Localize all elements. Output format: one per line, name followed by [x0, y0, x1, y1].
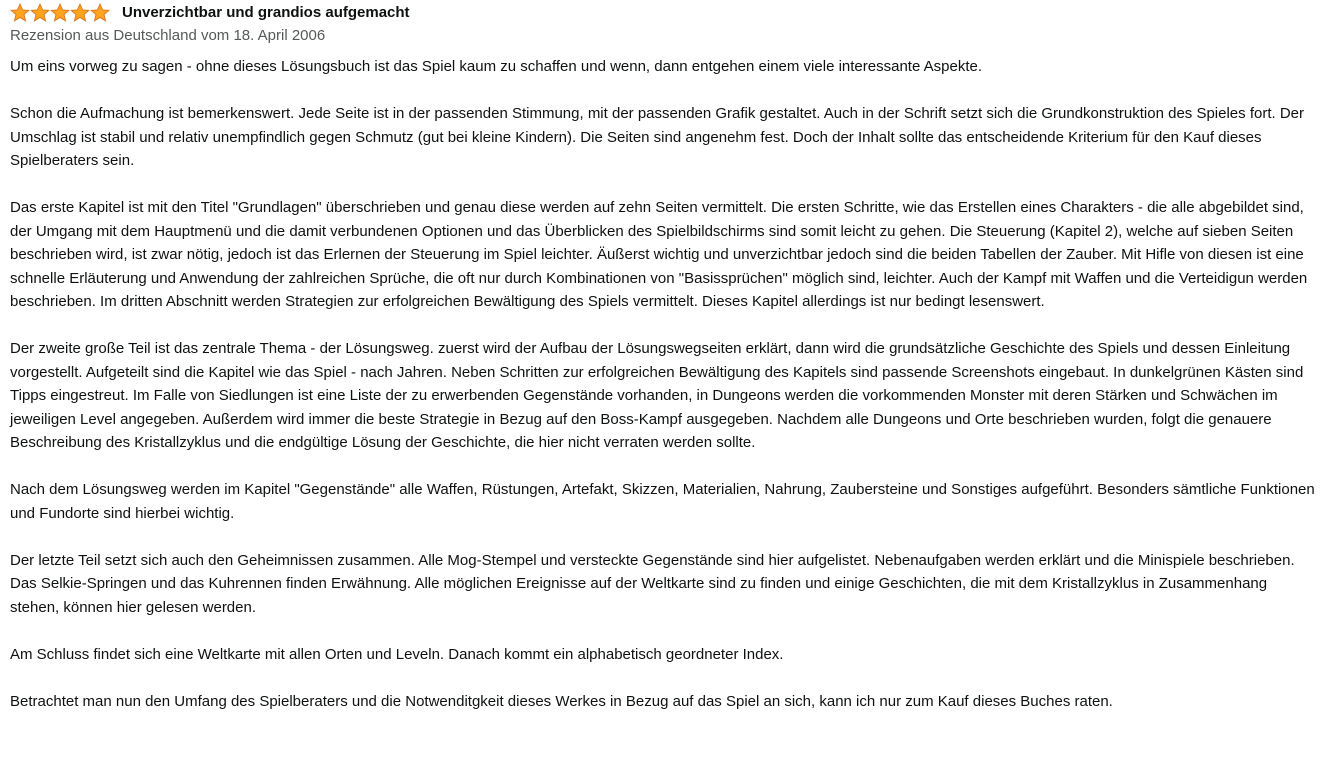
- review-paragraph: Schon die Aufmachung ist bemerkenswert. Jede Seite ist in der passenden Stimmung, mit der passenden Grafik gestaltet. Auch in der Schrift setzt sich die Grundkonstruktion des Spieles fort. Der Umschlag ist stabil und relativ unempfindlich gegen Schmutz (gut bei kleine Kindern). Die Seiten sind angenehm fest. Doch der Inhalt sollte das entscheidende Kriterium für den Kauf dieses Spielberaters sein.: [10, 105, 1304, 169]
- review-paragraph: Das erste Kapitel ist mit den Titel "Grundlagen" überschrieben und genau diese werden auf zehn Seiten vermittelt. Die ersten Schritte, wie das Erstellen eines Charakters - die alle abgebildet sind, der Umgang mit dem Hauptmenü und die damit verbundenen Optionen und das Überblicken des Spielbildschirms sind somit leicht zu gehen. Die Steuerung (Kapitel 2), welche auf sieben Seiten beschrieben wird, ist zwar nötig, jedoch ist das Erlernen der Steuerung im Spiel leichter. Äußerst wichtig und unverzichtbar jedoch sind die beiden Tabellen der Zauber. Mit Hifle von diesen ist eine schnelle Erläuterung und Anwendung der zahlreichen Sprüche, die oft nur durch Kombinationen von "Basissprüchen" möglich sind, leichter. Auch der Kampf mit Waffen und die Verteidigun werden beschrieben. Im dritten Abschnitt werden Strategien zur erfolgreichen Bewältigung des Spiels vermittelt. Dieses Kapitel allerdings ist nur bedingt lesenswert.: [10, 199, 1308, 310]
- review-title[interactable]: Unverzichtbar und grandios aufgemacht: [122, 4, 410, 21]
- star-icon: [10, 3, 30, 23]
- star-icon: [90, 3, 110, 23]
- review-paragraph: Nach dem Lösungsweg werden im Kapitel "Gegenstände" alle Waffen, Rüstungen, Artefakt, Skizzen, Materialien, Nahrung, Zaubersteine und Sonstiges aufgeführt. Besonders sämtliche Funktionen und Fundorte sind hierbei wichtig.: [10, 481, 1315, 522]
- review-paragraph: Um eins vorweg zu sagen - ohne dieses Lösungsbuch ist das Spiel kaum zu schaffen und wenn, dann entgehen einem viele interessante Aspekte.: [10, 58, 982, 75]
- review-paragraph: Betrachtet man nun den Umfang des Spielberaters und die Notwenditgkeit dieses Werkes in Bezug auf das Spiel an sich, kann ich nur zum Kauf dieses Buches raten.: [10, 692, 1113, 710]
- review-paragraph: Der zweite große Teil ist das zentrale Thema - der Lösungsweg. zuerst wird der Aufbau der Lösungswegseiten erklärt, dann wird die grundsätzliche Geschichte des Spiels und dessen Einleitung vorgestellt. Aufgeteilt sind die Kapitel wie das Spiel - nach Jahren. Neben Schritten zur erfolgreichen Bewältigung des Kapitels sind passende Screenshots eingebaut. In dunkelgrünen Kästen sind Tipps eingestreut. Im Falle von Siedlungen ist eine Liste der zu erwerbenden Gegenstände vorhanden, in Dungeons werden die vorkommenden Monster mit deren Stärken und Schwächen im jeweiligen Level angegeben. Außerdem wird immer die beste Strategie in Bezug auf den Boss-Kampf ausgegeben. Nachdem alle Dungeons und Orte beschrieben wurden, folgt die genauere Beschreibung des Kristallzyklus und die endgültige Lösung der Geschichte, die hier nicht verraten werden sollte.: [10, 340, 1304, 451]
- star-icon: [70, 3, 90, 23]
- star-icon: [30, 3, 50, 23]
- review-header: [10, 2, 410, 24]
- review-paragraph: Der letzte Teil setzt sich auch den Geheimnissen zusammen. Alle Mog-Stempel und versteckte Gegenstände sind hier aufgelistet. Nebenaufgaben werden erklärt und die Minispiele beschrieben. Das Selkie-Springen und das Kuhrennen finden Erwähnung. Alle möglichen Ereignisse auf der Weltkarte sind zu finden und einige Geschichten, die mit dem Kristallzyklus in Zusammenhang stehen, können hier gelesen werden.: [10, 551, 1295, 616]
- star-icon: [50, 3, 70, 23]
- star-rating[interactable]: [10, 2, 110, 24]
- review-date: Rezension aus Deutschland vom 18. April 2006: [10, 27, 326, 44]
- review-body: [10, 55, 1315, 737]
- review-paragraph: Am Schluss findet sich eine Weltkarte mit allen Orten und Leveln. Danach kommt ein alphabetisch geordneter Index.: [10, 645, 784, 663]
